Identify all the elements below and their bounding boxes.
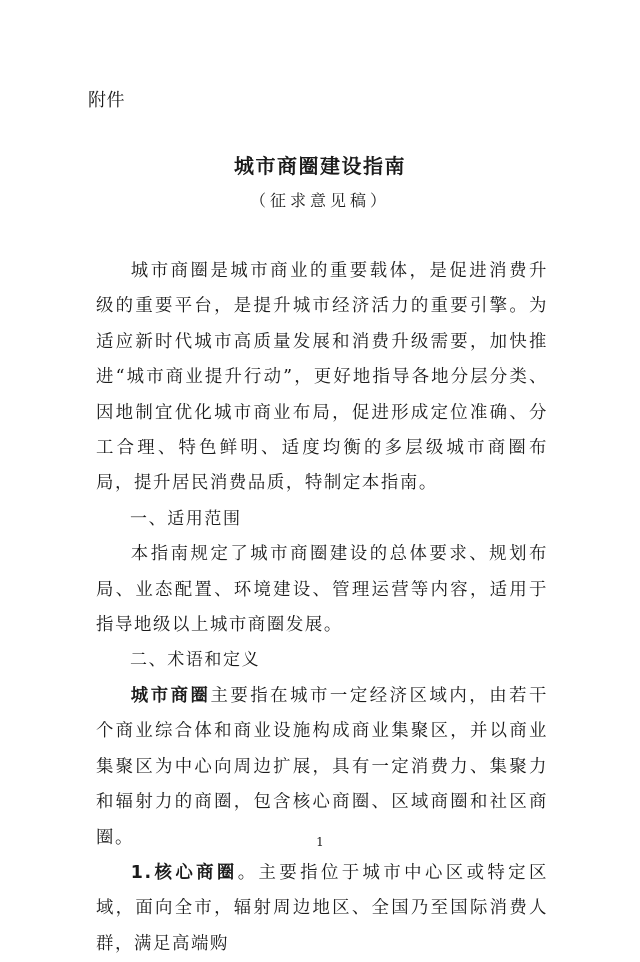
section-heading-definitions: 二、术语和定义 <box>130 650 261 671</box>
document-subtitle: （征求意见稿） <box>249 191 390 210</box>
document-title: 城市商圈建设指南 <box>234 154 406 178</box>
definition-text: 主要指在城市一定经济区域内，由若干个商业综合体和商业设施构成商业集聚区，并以商业集聚区为中心向周边扩展，具有一定消费力、集聚力和辐射力的商圈，包含核心商圈、区域商圈和社区商圈。 <box>96 685 549 848</box>
section-heading-scope: 一、适用范围 <box>130 508 242 529</box>
document-body <box>96 254 548 962</box>
attachment-label: 附件 <box>88 90 125 111</box>
intro-paragraph: 城市商圈是城市商业的重要载体，是促进消费升级的重要平台，是提升城市经济活力的重要引擎。为适应新时代城市高质量发展和消费升级需要，加快推进“城市商业提升行动”，更好地指导各地分层分类、因地制宜优化城市商业布局，促进形成定位准确、分工合理、特色鲜明、适度均衡的多层级城市商圈布局，提升居民消费品质，特制定本指南。 <box>96 261 548 494</box>
scope-paragraph: 本指南规定了城市商圈建设的总体要求、规划布局、业态配置、环境建设、管理运营等内容，适用于指导地级以上城市商圈发展。 <box>96 544 548 636</box>
page-number: 1 <box>316 835 324 849</box>
defined-term: 城市商圈 <box>130 685 211 706</box>
core-district-text: 。主要指位于城市中心区或特定区域，面向全市，辐射周边地区、全国乃至国际消费人群，满足高端购 <box>96 862 548 954</box>
definition-paragraph <box>96 679 548 856</box>
core-district-term: 1.核心商圈 <box>130 862 238 883</box>
core-district-paragraph <box>96 856 548 962</box>
